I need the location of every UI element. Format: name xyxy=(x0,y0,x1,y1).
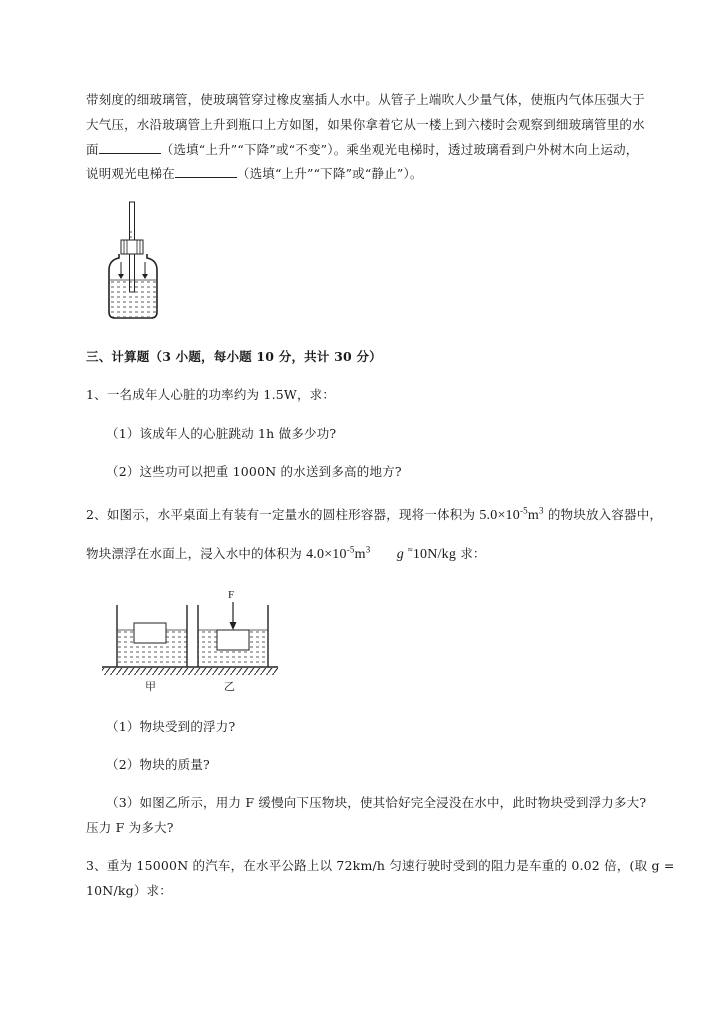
q2-stem-line-1 xyxy=(86,505,662,524)
volume-total: $5.0\times 10^{-5}m^3$ xyxy=(479,505,544,523)
text-fragment: 说明观光电梯在 xyxy=(86,166,175,181)
problem-text-line-2: 大气压，水沿玻璃管上升到瓶口上方如图，如果你拿着它从一楼上到六楼时会观察到细玻璃管里的水 xyxy=(86,117,645,132)
problem-text-line-1: 带刻度的细玻璃管，使玻璃管穿过橡皮塞插人水中。从管子上端吹人少量气体，使瓶内气体压强大于 xyxy=(86,92,645,107)
text-fragment: 2、如图示，水平桌面上有装有一定量水的圆柱形容器，现将一体积为 xyxy=(86,507,476,522)
q2-sub-3-cont: 压力 F 为多大? xyxy=(86,820,174,835)
block-jia xyxy=(134,623,166,643)
text-fragment: 的物块放入容器中， xyxy=(547,507,663,522)
q3-line-1: 3、重为 15000N 的汽车，在水平公路上以 72km/h 匀速行驶时受到的阻力是车重的 0.02 倍，(取 g = xyxy=(86,858,675,873)
q2-stem-line-2 xyxy=(86,544,486,563)
answer-blank-2[interactable] xyxy=(175,165,237,178)
volume-submerged: $4.0\times 10^{-5}m^3$ xyxy=(306,544,371,562)
q2-sub-1: （1）物块受到的浮力? xyxy=(106,719,236,734)
text-fragment: （选填“上升”“下降”或“静止”）。 xyxy=(236,166,423,181)
block-yi xyxy=(217,630,249,650)
q1-sub-1: （1）该成年人的心脏跳动 1h 做多少功? xyxy=(106,426,337,441)
text-fragment: 物块漂浮在水面上，浸入水中的体积为 xyxy=(86,546,302,561)
label-jia: 甲 xyxy=(145,680,156,693)
problem-text-line-4 xyxy=(86,164,423,182)
section-heading: 三、计算题（3 小题，每小题 10 分，共计 30 分） xyxy=(86,349,382,364)
q2-sub-3: （3）如图乙所示，用力 F 缓慢向下压物块，使其恰好完全浸没在水中，此时物块受到浮力多大? xyxy=(106,795,647,810)
water xyxy=(110,280,156,317)
q1-sub-2: （2）这些功可以把重 1000N 的水送到多高的地方? xyxy=(106,464,402,479)
answer-blank-1[interactable] xyxy=(99,141,161,154)
containers-figure xyxy=(100,585,280,697)
text-fragment: 求： xyxy=(460,546,486,561)
label-yi: 乙 xyxy=(224,680,235,693)
force-label: F xyxy=(228,589,235,601)
problem-text-line-3 xyxy=(86,140,639,158)
q1-stem: 1、一名成年人心脏的功率约为 1.5W，求： xyxy=(86,387,336,402)
q2-sub-2: （2）物块的质量? xyxy=(106,757,210,772)
text-fragment: 面 xyxy=(86,142,99,157)
bottle-figure xyxy=(105,200,161,322)
q3-line-2: 10N/kg）求： xyxy=(86,883,172,898)
text-fragment: （选填“上升”“下降”或“不变”）。乘坐观光电梯时，透过玻璃看到户外树木向上运动， xyxy=(160,142,639,157)
gravity-value: g ≈10N/kg xyxy=(396,544,457,562)
